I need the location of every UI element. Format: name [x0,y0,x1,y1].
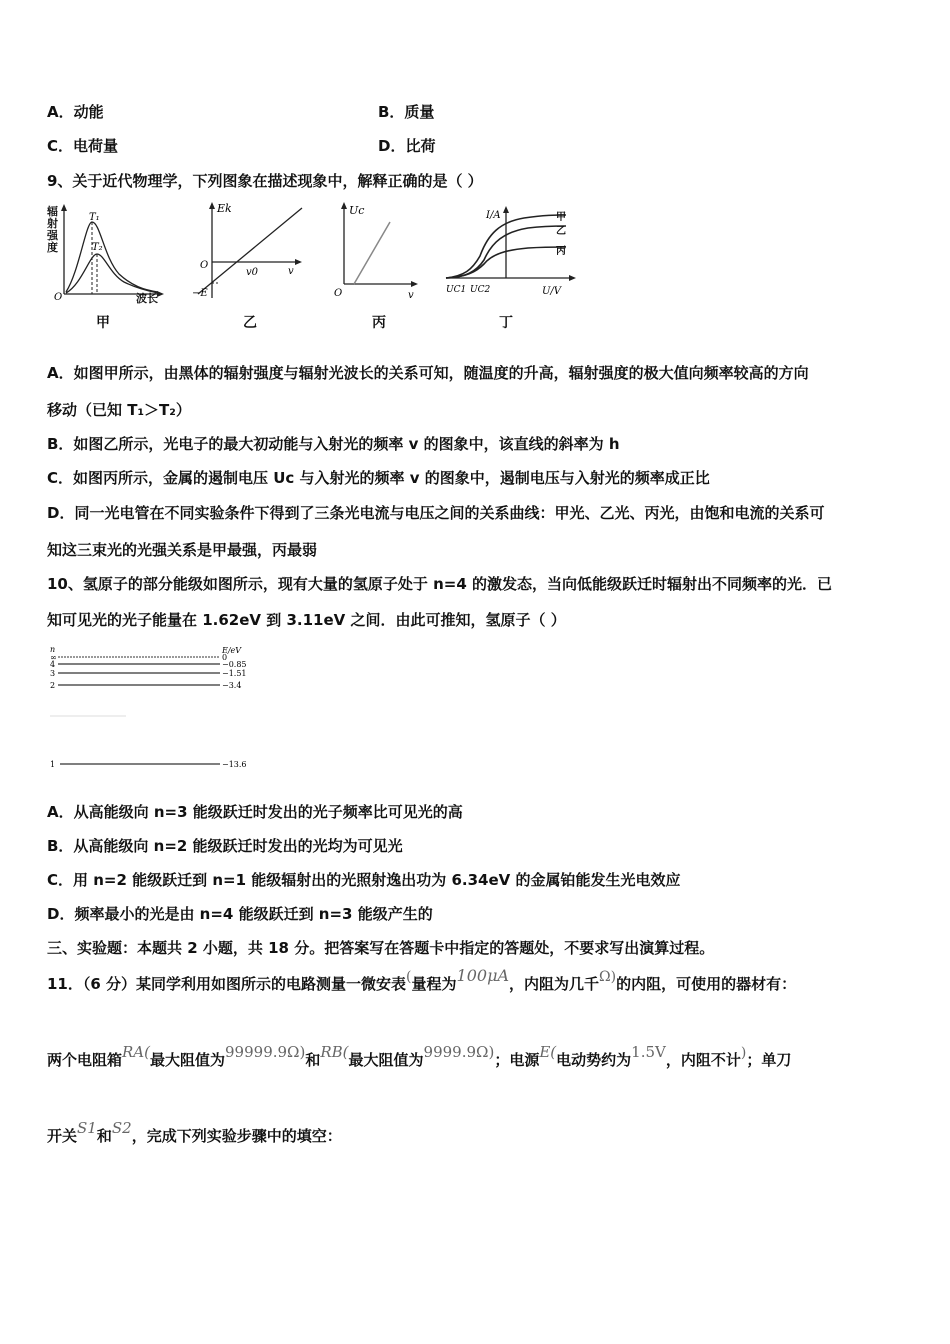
q11-p2-d: 最大阻值为 [348,1051,424,1069]
q11-p3-a: 开关 [47,1127,78,1145]
q11-p2-ra-max: 99999.9Ω) [225,1043,306,1061]
curve-t1 [66,222,158,292]
level-4-e: −0.85 [222,660,247,669]
bing-ylabel: Uc [349,204,365,217]
figure-blackbody-radiation [44,202,164,302]
ding-label-yi: 乙 [556,226,566,237]
q11-p3-s2: S2 [111,1119,132,1137]
yi-v0: v0 [246,267,259,278]
bing-caption: 丙 [372,315,386,331]
jia-caption: 甲 [96,315,110,331]
level-inf-e: 0 [222,653,228,662]
q9-stem: 9、关于近代物理学，下列图象在描述现象中，解释正确的是（ ） [47,172,483,190]
q9-option-b: B．如图乙所示，光电子的最大初动能与入射光的频率 v 的图象中，该直线的斜率为 h [47,435,620,453]
q11-p1-d: 的内阻，可使用的器材有： [616,975,797,993]
curve-t2 [66,254,158,293]
figure-hydrogen-energy-levels [46,644,266,774]
bing-origin: O [334,288,343,299]
ding-label-bing: 丙 [556,246,566,257]
level-3-n: 3 [50,669,56,678]
yi-neg-e: −E [192,288,208,299]
q11-p1-ohm: Ω) [599,969,617,985]
ding-ylabel: I/A [486,210,501,221]
bing-line [354,222,390,284]
q9-option-a-line2: 移动（已知 T₁＞T₂） [47,401,191,419]
q11-p2-b: 最大阻值为 [150,1051,226,1069]
q9-option-a-line1: A．如图甲所示，由黑体的辐射强度与辐射光波长的关系可知，随温度的升高，辐射强度的极大值向频率较高的方向 [47,364,809,382]
q10-stem-line2: 知可见光的光子能量在 1.62eV 到 3.11eV 之间．由此可推知，氢原子（ ） [47,611,566,629]
q8-option-d: D．比荷 [378,137,436,155]
q9-option-d-line1: D．同一光电管在不同实验条件下得到了三条光电流与电压之间的关系曲线：甲光、乙光、丙光，由饱和电流的关系可 [47,504,825,522]
ding-uc1: UC1 [446,285,467,295]
q11-p2-g: ，内阻不计 [665,1051,741,1069]
q11-p1-range: 100μA [456,966,510,985]
section3-heading: 三、实验题：本题共 2 小题，共 18 分。把答案写在答题卡中指定的答题处，不要求写出演算过程。 [47,939,715,957]
yi-origin: O [200,260,209,271]
levels-e-label: E/eV [222,646,242,655]
q8-option-a: A．动能 [47,103,104,121]
q8-option-c: C．电荷量 [47,137,119,155]
q11-p2-e: ；电源 [494,1051,540,1069]
q11-p2-h: ；单刀 [746,1051,792,1069]
q10-option-d: D．频率最小的光是由 n=4 能级跃迁到 n=3 能级产生的 [47,905,433,923]
q11-p2-rb: RB( [320,1043,349,1061]
level-1-e: −13.6 [222,760,247,769]
q10-option-c: C．用 n=2 能级跃迁到 n=1 能级辐射出的光照射逸出功为 6.34eV 的金属铂能发生光电效应 [47,871,681,889]
q9-option-c: C．如图丙所示，金属的遏制电压 Uc 与入射光的频率 v 的图象中，遏制电压与入射光的频率成正比 [47,469,710,487]
q11-p2-f: 电动势约为 [556,1051,632,1069]
ding-caption: 丁 [499,315,513,331]
q11-p2-paren-close: ) [740,1045,747,1061]
yi-line [198,208,302,294]
bing-v: v [408,290,414,300]
q11-p3-s1: S1 [77,1119,97,1137]
q11-p3-b: 和 [96,1127,112,1145]
q11-p2-e-sym: E( [539,1043,557,1061]
q11-line1 [47,966,797,1004]
q11-p2-a: 两个电阻箱 [47,1051,123,1069]
jia-t1-label: T₁ [89,212,100,223]
jia-ylabel: 辐 射 强 度 [47,205,58,254]
jia-t2-label: T₂ [92,242,103,253]
q11-p2-emf: 1.5V [631,1043,666,1061]
q9-option-d-line2: 知这三束光的光强关系是甲最强，丙最弱 [47,541,318,559]
q10-option-a: A．从高能级向 n=3 能级跃迁时发出的光子频率比可见光的高 [47,803,463,821]
jia-xlabel: 波长 [136,292,158,305]
figure-ek-vs-frequency [190,200,310,300]
yi-ylabel: Ek [217,202,232,215]
level-inf-n: ∞ [50,653,57,662]
q11-p1-b: 量程为 [411,975,457,993]
q10-option-b: B．从高能级向 n=2 能级跃迁时发出的光均为可见光 [47,837,403,855]
level-3-e: −1.51 [222,669,247,678]
yi-caption: 乙 [243,315,257,331]
q11-line2 [47,1043,792,1080]
q11-line3 [47,1119,342,1156]
figure-uc-vs-frequency [330,200,420,300]
q11-p3-c: ，完成下列实验步骤中的填空： [131,1127,342,1145]
q11-p2-ra: RA( [122,1043,150,1061]
ding-label-jia: 甲 [556,212,566,223]
q11-p2-c: 和 [305,1051,321,1069]
level-2-e: −3.4 [222,681,242,690]
q8-option-b: B．质量 [378,103,435,121]
level-1-n: 1 [50,760,56,769]
level-2-n: 2 [50,681,56,690]
ding-uc2: UC2 [470,285,491,295]
q10-stem-line1: 10、氢原子的部分能级如图所示，现有大量的氢原子处于 n=4 的激发态，当向低能级跃迁时辐射出不同频率的光．已 [47,575,833,593]
q11-p1-paren: ( [406,969,412,985]
q11-p2-rb-max: 9999.9Ω) [423,1043,495,1061]
level-4-n: 4 [50,660,56,669]
q11-p1-c: ，内阻为几千 [509,975,600,993]
ding-xlabel: U/V [542,286,562,296]
q11-p1-a: 11．（6 分）某同学利用如图所示的电路测量一微安表 [47,975,407,993]
jia-origin: O [54,292,63,302]
yi-v: v [288,266,294,277]
levels-n-label: n [50,645,56,654]
